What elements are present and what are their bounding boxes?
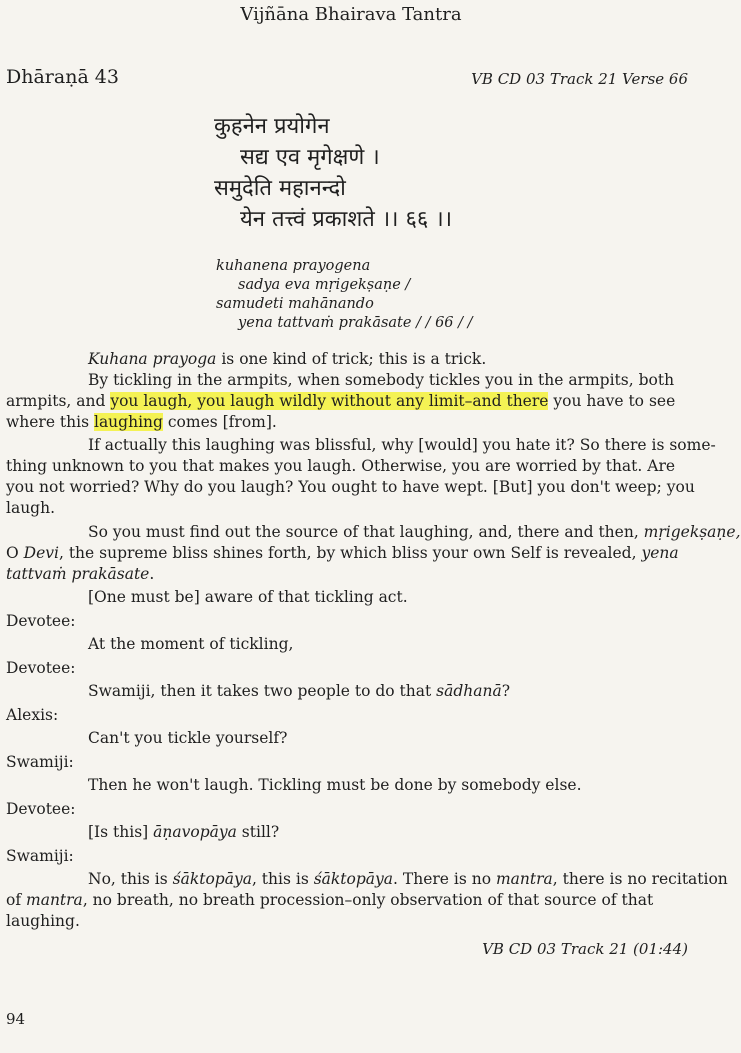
paragraph-line: tattvaṁ prakāsate. <box>6 565 155 583</box>
dialogue-text: Then he won't laugh. Tickling must be done by somebody else. <box>88 776 582 794</box>
transliteration-line: yena tattvaṁ prakāsate / / 66 / / <box>238 315 473 331</box>
highlighted-text: you laugh, you laugh wildly without any limit–and there <box>110 392 549 410</box>
paragraph-line: By tickling in the armpits, when somebody tickles you in the armpits, both <box>88 371 675 389</box>
speaker-label: Devotee: <box>6 800 76 818</box>
sanskrit-line: समुदेति महानन्दो <box>214 176 346 201</box>
paragraph-line: thing unknown to you that makes you laugh. Otherwise, you are worried by that. Are <box>6 457 676 475</box>
speaker-label: Swamiji: <box>6 753 74 771</box>
sanskrit-line: येन तत्त्वं प्रकाशते ।। ६६ ।। <box>240 207 453 232</box>
footer-track-reference: VB CD 03 Track 21 (01:44) <box>482 940 688 958</box>
running-header: Vijñāna Bhairava Tantra <box>240 4 462 25</box>
dharana-title: Dhāraṇā 43 <box>6 66 119 88</box>
paragraph-line: [One must be] aware of that tickling act. <box>88 588 408 606</box>
dialogue-text: At the moment of tickling, <box>88 635 294 653</box>
paragraph-line: So you must find out the source of that laughing, and, there and then, mṛigekṣaṇe, <box>88 523 741 541</box>
sanskrit-line: सद्य एव मृगेक्षणे । <box>240 145 380 170</box>
transliteration-line: samudeti mahānando <box>216 296 374 312</box>
paragraph-line: armpits, and you laugh, you laugh wildly without any limit–and there you have to see <box>6 392 676 410</box>
highlighted-text: laughing <box>93 413 163 431</box>
paragraph-line: you not worried? Why do you laugh? You ought to have wept. [But] you don't weep; you <box>6 478 695 496</box>
sanskrit-line: कुहनेन प्रयोगेन <box>214 114 330 139</box>
track-reference: VB CD 03 Track 21 Verse 66 <box>471 70 688 88</box>
speaker-label: Devotee: <box>6 612 76 630</box>
paragraph-line: No, this is śāktopāya, this is śāktopāya. There is no mantra, there is no recitation <box>88 870 728 888</box>
dialogue-text: Can't you tickle yourself? <box>88 729 288 747</box>
paragraph-line: laughing. <box>6 912 80 930</box>
paragraph-line: Kuhana prayoga is one kind of trick; this is a trick. <box>88 350 487 368</box>
paragraph-line: laugh. <box>6 499 56 517</box>
paragraph-line: where this laughing comes [from]. <box>6 413 277 431</box>
bleed-through <box>470 120 476 144</box>
page-number: 94 <box>6 1010 26 1028</box>
dialogue-text: [Is this] āṇavopāya still? <box>88 823 280 841</box>
transliteration-line: kuhanena prayogena <box>216 258 371 274</box>
speaker-label: Devotee: <box>6 659 76 677</box>
speaker-label: Swamiji: <box>6 847 74 865</box>
transliteration-line: sadya eva mṛigekṣaṇe / <box>238 277 411 293</box>
speaker-label: Alexis: <box>6 706 59 724</box>
paragraph-line: of mantra, no breath, no breath procession–only observation of that source of that <box>6 891 654 909</box>
dialogue-text: Swamiji, then it takes two people to do that sādhanā? <box>88 682 511 700</box>
paragraph-line: If actually this laughing was blissful, why [would] you hate it? So there is some- <box>88 436 716 454</box>
paragraph-line: O Devi, the supreme bliss shines forth, by which bliss your own Self is revealed, yena <box>6 544 679 562</box>
